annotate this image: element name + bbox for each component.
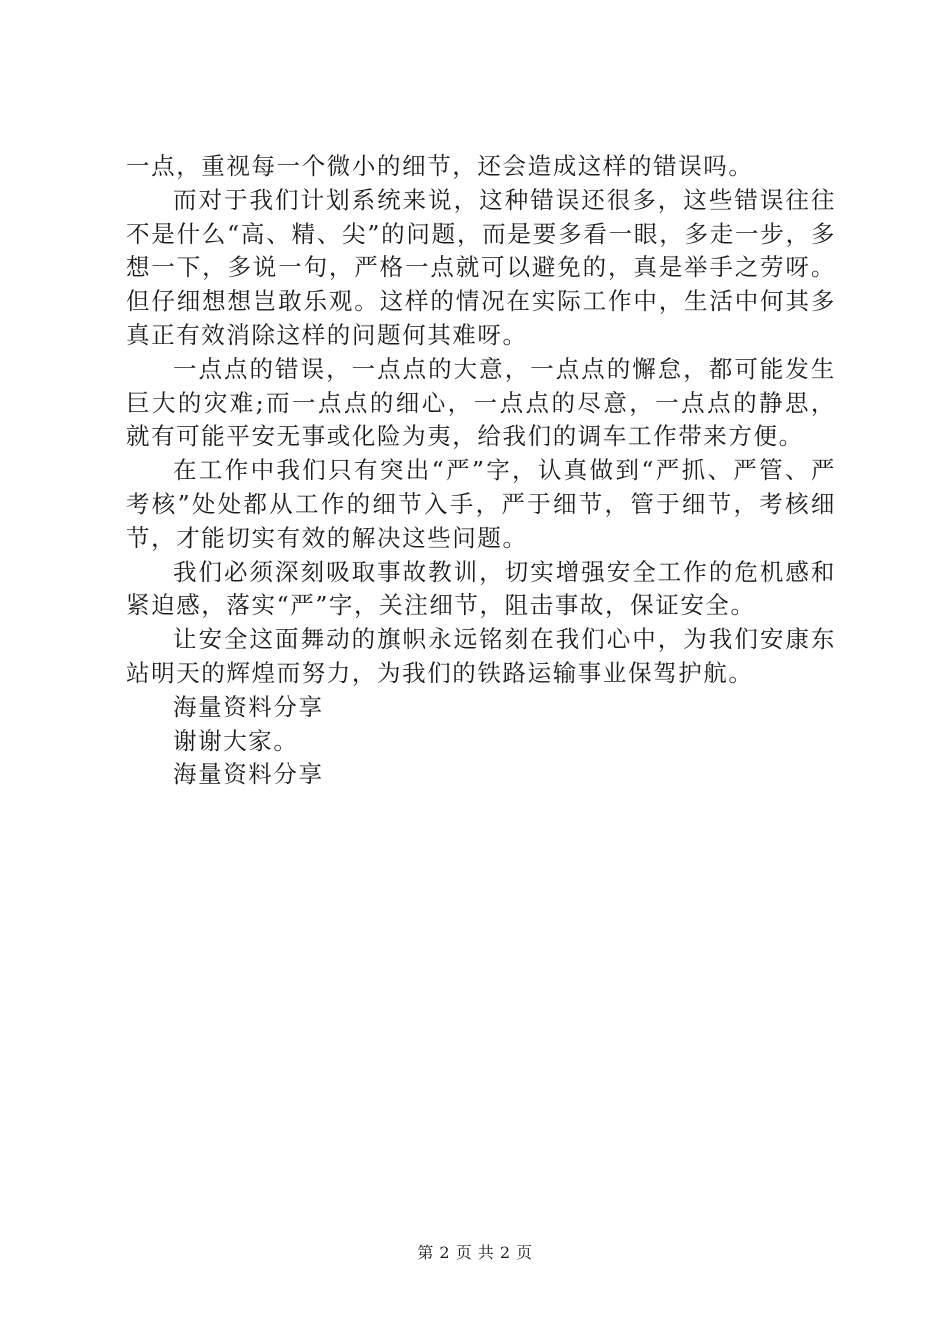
paragraph: 我们必须深刻吸取事故教训，切实增强安全工作的危机感和紧迫感，落实“严”字，关注细节，阻击事故，保证安全。 xyxy=(126,557,836,620)
paragraph: 而对于我们计划系统来说，这种错误还很多，这些错误往往不是什么“高、精、尖”的问题，而是要多看一眼，多走一步，多想一下，多说一句，严格一点就可以避免的，真是举手之劳呀。但仔细想想岂敢乐观。这样的情况在实际工作中，生活中何其多真正有效消除这样的问题何其难呀。 xyxy=(126,185,836,349)
paragraph: 一点，重视每一个微小的细节，还会造成这样的错误吗。 xyxy=(126,152,754,180)
paragraph: 谢谢大家。 xyxy=(173,726,299,755)
paragraph: 海量资料分享 xyxy=(173,760,324,789)
paragraph: 在工作中我们只有突出“严”字，认真做到“严抓、严管、严考核”处处都从工作的细节入手，严于细节，管于细节，考核细节，才能切实有效的解决这些问题。 xyxy=(126,456,836,552)
paragraph: 一点点的错误，一点点的大意，一点点的懈怠，都可能发生巨大的灾难;而一点点的细心，一点点的尽意，一点点的静思，就有可能平安无事或化险为夷，给我们的调车工作带来方便。 xyxy=(126,354,836,451)
page-number-footer: 第 2 页 共 2 页 xyxy=(417,1243,533,1262)
paragraph: 让安全这面舞动的旗帜永远铭刻在我们心中，为我们安康东站明天的辉煌而努力，为我们的铁路运输事业保驾护航。 xyxy=(126,625,836,687)
document-body xyxy=(126,150,836,792)
paragraph: 海量资料分享 xyxy=(173,692,324,721)
